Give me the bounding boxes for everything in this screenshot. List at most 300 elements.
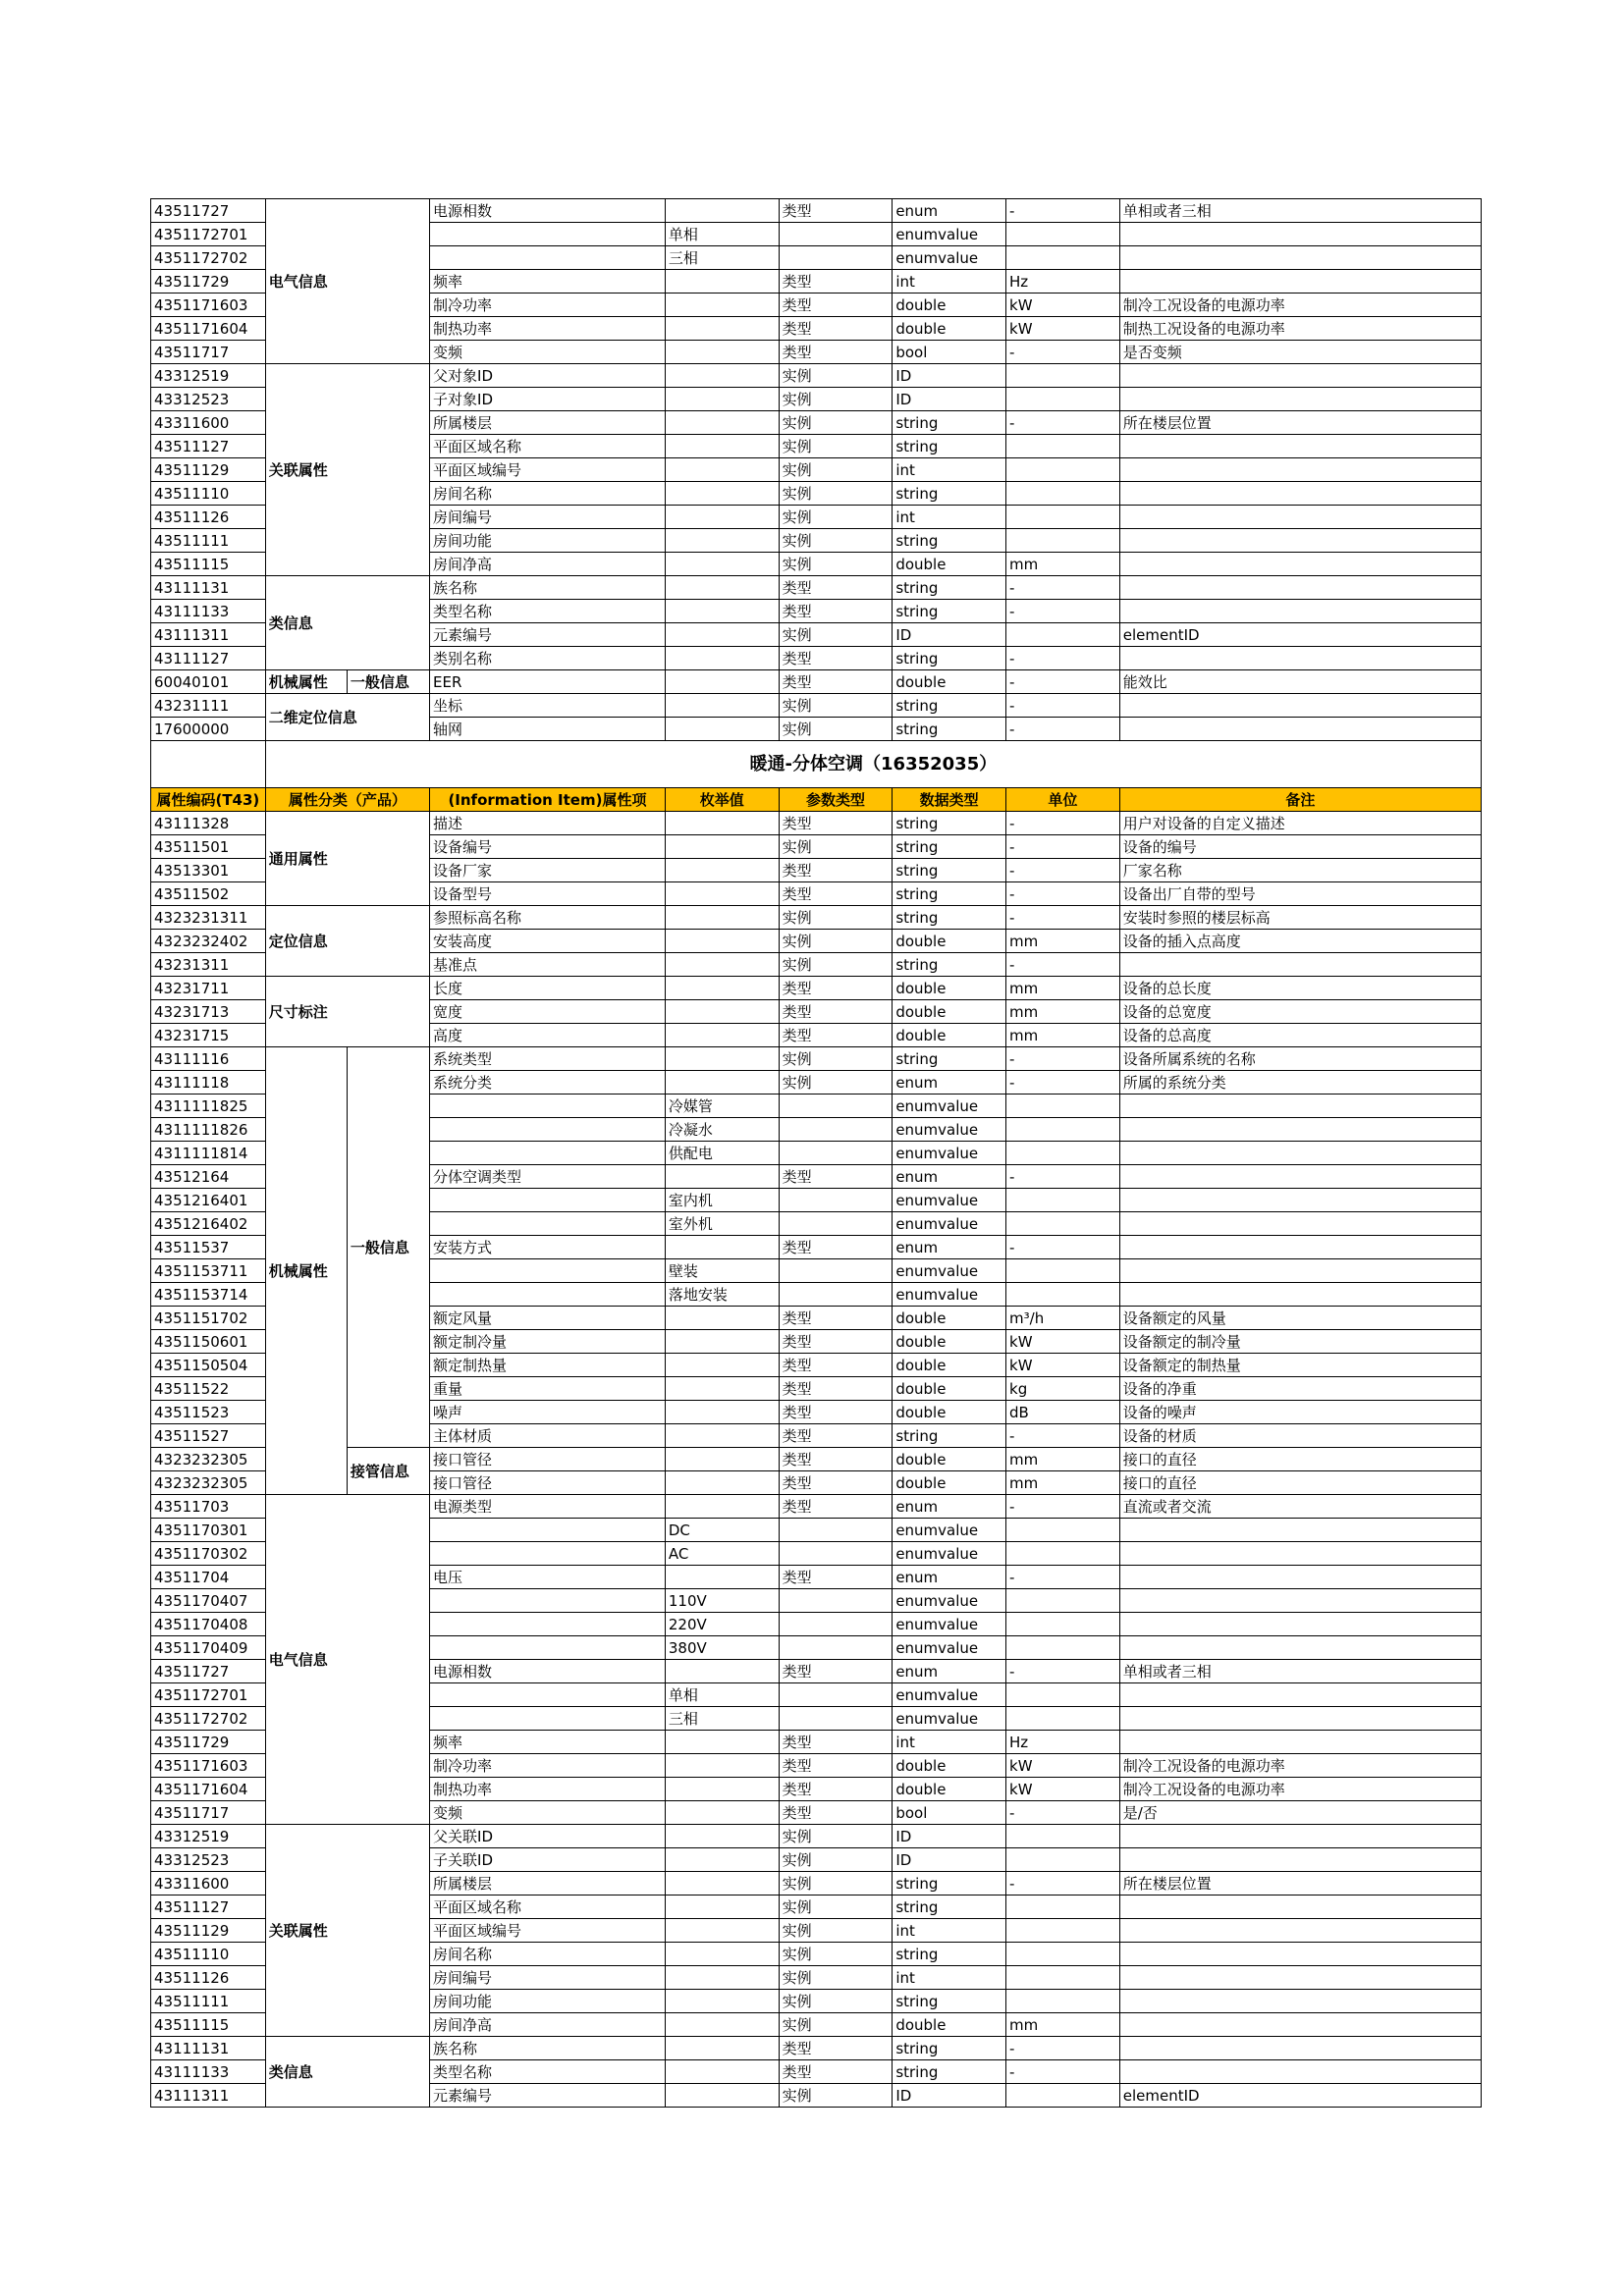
remark-cell: elementID bbox=[1119, 623, 1481, 647]
attr-code-cell: 60040101 bbox=[151, 670, 266, 694]
data-type-cell: string bbox=[893, 2037, 1006, 2060]
enum-value-cell bbox=[665, 576, 779, 600]
param-type-cell: 类型 bbox=[779, 1330, 893, 1354]
data-type-cell: double bbox=[893, 1401, 1006, 1424]
remark-cell bbox=[1119, 953, 1481, 977]
attr-code-cell: 43231111 bbox=[151, 694, 266, 718]
table-row bbox=[151, 1825, 1482, 1848]
remark-cell bbox=[1119, 482, 1481, 506]
unit-cell: mm bbox=[1006, 930, 1120, 953]
param-type-cell: 实例 bbox=[779, 835, 893, 859]
header-cell: 备注 bbox=[1119, 788, 1481, 812]
data-type-cell: ID bbox=[893, 2084, 1006, 2108]
enum-value-cell bbox=[665, 482, 779, 506]
attr-item-cell: 房间功能 bbox=[430, 529, 666, 553]
param-type-cell: 实例 bbox=[779, 1047, 893, 1071]
unit-cell bbox=[1006, 506, 1120, 529]
attr-item-cell bbox=[430, 1259, 666, 1283]
data-type-cell: string bbox=[893, 812, 1006, 835]
attr-code-cell: 43511527 bbox=[151, 1424, 266, 1448]
param-type-cell: 实例 bbox=[779, 2013, 893, 2037]
data-type-cell: string bbox=[893, 1047, 1006, 1071]
unit-cell: - bbox=[1006, 953, 1120, 977]
attr-item-cell: 电源相数 bbox=[430, 199, 666, 223]
attr-item-cell: 分体空调类型 bbox=[430, 1165, 666, 1189]
attr-code-cell: 4351153714 bbox=[151, 1283, 266, 1307]
remark-cell: 制冷工况设备的电源功率 bbox=[1119, 1778, 1481, 1801]
param-type-cell: 类型 bbox=[779, 977, 893, 1000]
unit-cell: mm bbox=[1006, 1000, 1120, 1024]
attr-code-cell: 4311111825 bbox=[151, 1095, 266, 1118]
unit-cell bbox=[1006, 1848, 1120, 1872]
attr-item-cell: 参照标高名称 bbox=[430, 906, 666, 930]
section-title-row bbox=[151, 741, 1482, 788]
param-type-cell: 类型 bbox=[779, 1165, 893, 1189]
unit-cell: - bbox=[1006, 1236, 1120, 1259]
unit-cell: - bbox=[1006, 718, 1120, 741]
table-row bbox=[151, 977, 1482, 1000]
attr-code-cell: 43111133 bbox=[151, 2060, 266, 2084]
remark-cell bbox=[1119, 553, 1481, 576]
attr-code-cell: 4351170409 bbox=[151, 1636, 266, 1660]
data-type-cell: string bbox=[893, 600, 1006, 623]
attr-code-cell: 43511127 bbox=[151, 1896, 266, 1919]
enum-value-cell bbox=[665, 882, 779, 906]
remark-cell: 直流或者交流 bbox=[1119, 1495, 1481, 1519]
attr-item-cell: 电源类型 bbox=[430, 1495, 666, 1519]
param-type-cell: 类型 bbox=[779, 670, 893, 694]
unit-cell: - bbox=[1006, 1165, 1120, 1189]
param-type-cell: 类型 bbox=[779, 1471, 893, 1495]
data-type-cell: bool bbox=[893, 1801, 1006, 1825]
unit-cell: kW bbox=[1006, 1354, 1120, 1377]
enum-value-cell bbox=[665, 364, 779, 388]
unit-cell bbox=[1006, 1589, 1120, 1613]
unit-cell: kg bbox=[1006, 1377, 1120, 1401]
enum-value-cell: 冷凝水 bbox=[665, 1118, 779, 1142]
enum-value-cell: 110V bbox=[665, 1589, 779, 1613]
data-type-cell: int bbox=[893, 1966, 1006, 1990]
param-type-cell: 实例 bbox=[779, 953, 893, 977]
data-type-cell: string bbox=[893, 1872, 1006, 1896]
attr-code-cell: 43312523 bbox=[151, 388, 266, 411]
attr-code-cell: 4323232305 bbox=[151, 1448, 266, 1471]
subgroup-label: 一般信息 bbox=[347, 670, 429, 694]
param-type-cell: 类型 bbox=[779, 647, 893, 670]
attr-item-cell: 制热功率 bbox=[430, 1778, 666, 1801]
remark-cell: 单相或者三相 bbox=[1119, 1660, 1481, 1683]
enum-value-cell bbox=[665, 2084, 779, 2108]
attr-item-cell: 额定制冷量 bbox=[430, 1330, 666, 1354]
attr-item-cell: 设备厂家 bbox=[430, 859, 666, 882]
data-type-cell: bool bbox=[893, 341, 1006, 364]
attr-code-cell: 43312523 bbox=[151, 1848, 266, 1872]
param-type-cell: 实例 bbox=[779, 506, 893, 529]
param-type-cell: 类型 bbox=[779, 1448, 893, 1471]
data-type-cell: enum bbox=[893, 1071, 1006, 1095]
param-type-cell bbox=[779, 1613, 893, 1636]
unit-cell bbox=[1006, 529, 1120, 553]
enum-value-cell bbox=[665, 1401, 779, 1424]
data-type-cell: int bbox=[893, 506, 1006, 529]
data-type-cell: enumvalue bbox=[893, 1212, 1006, 1236]
data-type-cell: enumvalue bbox=[893, 1519, 1006, 1542]
enum-value-cell bbox=[665, 1778, 779, 1801]
enum-value-cell bbox=[665, 953, 779, 977]
attr-code-cell: 4351216402 bbox=[151, 1212, 266, 1236]
unit-cell bbox=[1006, 388, 1120, 411]
unit-cell: Hz bbox=[1006, 270, 1120, 294]
attr-code-cell: 43511501 bbox=[151, 835, 266, 859]
table-row bbox=[151, 694, 1482, 718]
attr-item-cell: 制热功率 bbox=[430, 317, 666, 341]
unit-cell bbox=[1006, 1542, 1120, 1566]
data-type-cell: enum bbox=[893, 1236, 1006, 1259]
enum-value-cell bbox=[665, 930, 779, 953]
unit-cell bbox=[1006, 1519, 1120, 1542]
attr-item-cell: 制冷功率 bbox=[430, 294, 666, 317]
data-type-cell: string bbox=[893, 1943, 1006, 1966]
data-type-cell: double bbox=[893, 1000, 1006, 1024]
enum-value-cell bbox=[665, 647, 779, 670]
data-type-cell: enumvalue bbox=[893, 223, 1006, 246]
param-type-cell: 实例 bbox=[779, 1848, 893, 1872]
param-type-cell: 实例 bbox=[779, 1896, 893, 1919]
enum-value-cell bbox=[665, 1919, 779, 1943]
remark-cell bbox=[1119, 1118, 1481, 1142]
remark-cell: 接口的直径 bbox=[1119, 1448, 1481, 1471]
data-type-cell: enumvalue bbox=[893, 1589, 1006, 1613]
attr-item-cell: EER bbox=[430, 670, 666, 694]
attr-item-cell: 元素编号 bbox=[430, 2084, 666, 2108]
param-type-cell: 实例 bbox=[779, 2084, 893, 2108]
attr-item-cell: 长度 bbox=[430, 977, 666, 1000]
attr-item-cell: 制冷功率 bbox=[430, 1754, 666, 1778]
param-type-cell: 实例 bbox=[779, 694, 893, 718]
unit-cell: kW bbox=[1006, 1754, 1120, 1778]
param-type-cell: 实例 bbox=[779, 364, 893, 388]
data-type-cell: int bbox=[893, 1731, 1006, 1754]
group-label: 电气信息 bbox=[265, 1495, 429, 1825]
attr-item-cell: 房间编号 bbox=[430, 506, 666, 529]
remark-cell bbox=[1119, 1542, 1481, 1566]
enum-value-cell bbox=[665, 1966, 779, 1990]
attr-code-cell: 4351150601 bbox=[151, 1330, 266, 1354]
remark-cell bbox=[1119, 1683, 1481, 1707]
param-type-cell bbox=[779, 223, 893, 246]
remark-cell bbox=[1119, 1283, 1481, 1307]
unit-cell bbox=[1006, 482, 1120, 506]
unit-cell: - bbox=[1006, 1660, 1120, 1683]
attr-code-cell: 43511126 bbox=[151, 1966, 266, 1990]
enum-value-cell: 三相 bbox=[665, 1707, 779, 1731]
data-type-cell: ID bbox=[893, 1825, 1006, 1848]
attr-code-cell: 43111311 bbox=[151, 2084, 266, 2108]
data-type-cell: enumvalue bbox=[893, 1142, 1006, 1165]
enum-value-cell bbox=[665, 1330, 779, 1354]
remark-cell bbox=[1119, 576, 1481, 600]
attr-code-cell: 4351216401 bbox=[151, 1189, 266, 1212]
enum-value-cell bbox=[665, 199, 779, 223]
enum-value-cell bbox=[665, 458, 779, 482]
param-type-cell bbox=[779, 1589, 893, 1613]
enum-value-cell bbox=[665, 1731, 779, 1754]
attr-item-cell: 基准点 bbox=[430, 953, 666, 977]
remark-cell bbox=[1119, 1259, 1481, 1283]
enum-value-cell bbox=[665, 1354, 779, 1377]
remark-cell bbox=[1119, 1848, 1481, 1872]
attr-item-cell: 额定制热量 bbox=[430, 1354, 666, 1377]
attr-code-cell: 43111131 bbox=[151, 576, 266, 600]
param-type-cell: 实例 bbox=[779, 930, 893, 953]
remark-cell: 是/否 bbox=[1119, 1801, 1481, 1825]
param-type-cell: 类型 bbox=[779, 199, 893, 223]
enum-value-cell bbox=[665, 1000, 779, 1024]
attr-code-cell: 43511703 bbox=[151, 1495, 266, 1519]
enum-value-cell bbox=[665, 694, 779, 718]
enum-value-cell bbox=[665, 388, 779, 411]
data-type-cell: string bbox=[893, 694, 1006, 718]
attr-code-cell: 4323231311 bbox=[151, 906, 266, 930]
remark-cell: 设备所属系统的名称 bbox=[1119, 1047, 1481, 1071]
attr-item-cell: 类别名称 bbox=[430, 647, 666, 670]
param-type-cell: 类型 bbox=[779, 1660, 893, 1683]
unit-cell: mm bbox=[1006, 1448, 1120, 1471]
table-row bbox=[151, 1448, 1482, 1471]
attr-code-cell: 43511111 bbox=[151, 1990, 266, 2013]
enum-value-cell bbox=[665, 1471, 779, 1495]
attr-code-cell: 43511502 bbox=[151, 882, 266, 906]
enum-value-cell: 室内机 bbox=[665, 1189, 779, 1212]
attr-code-cell: 43511115 bbox=[151, 553, 266, 576]
data-type-cell: string bbox=[893, 835, 1006, 859]
unit-cell: - bbox=[1006, 882, 1120, 906]
unit-cell: - bbox=[1006, 1872, 1120, 1896]
enum-value-cell: DC bbox=[665, 1519, 779, 1542]
attr-code-cell: 43312519 bbox=[151, 1825, 266, 1848]
attr-code-cell: 43311600 bbox=[151, 1872, 266, 1896]
attr-code-cell: 43511717 bbox=[151, 1801, 266, 1825]
data-type-cell: enum bbox=[893, 1660, 1006, 1683]
remark-cell bbox=[1119, 1236, 1481, 1259]
remark-cell bbox=[1119, 1731, 1481, 1754]
data-type-cell: enumvalue bbox=[893, 1189, 1006, 1212]
data-type-cell: double bbox=[893, 670, 1006, 694]
attr-code-cell: 43511704 bbox=[151, 1566, 266, 1589]
remark-cell: 安装时参照的楼层标高 bbox=[1119, 906, 1481, 930]
remark-cell bbox=[1119, 270, 1481, 294]
enum-value-cell bbox=[665, 341, 779, 364]
group-label: 尺寸标注 bbox=[265, 977, 429, 1047]
attr-code-cell: 4351170408 bbox=[151, 1613, 266, 1636]
table-row bbox=[151, 670, 1482, 694]
attr-code-cell: 4351172701 bbox=[151, 223, 266, 246]
remark-cell bbox=[1119, 1165, 1481, 1189]
attr-code-cell: 43231311 bbox=[151, 953, 266, 977]
enum-value-cell: 落地安装 bbox=[665, 1283, 779, 1307]
enum-value-cell bbox=[665, 1495, 779, 1519]
attr-item-cell: 接口管径 bbox=[430, 1448, 666, 1471]
attribute-table bbox=[150, 198, 1482, 2108]
enum-value-cell bbox=[665, 812, 779, 835]
param-type-cell: 类型 bbox=[779, 1401, 893, 1424]
data-type-cell: enumvalue bbox=[893, 1707, 1006, 1731]
param-type-cell: 类型 bbox=[779, 294, 893, 317]
header-cell: 数据类型 bbox=[893, 788, 1006, 812]
param-type-cell: 类型 bbox=[779, 270, 893, 294]
data-type-cell: double bbox=[893, 1754, 1006, 1778]
attr-code-cell: 43511129 bbox=[151, 1919, 266, 1943]
data-type-cell: double bbox=[893, 977, 1006, 1000]
enum-value-cell bbox=[665, 1872, 779, 1896]
enum-value-cell bbox=[665, 859, 779, 882]
attr-item-cell: 房间净高 bbox=[430, 553, 666, 576]
attr-code-cell: 43312519 bbox=[151, 364, 266, 388]
data-type-cell: enumvalue bbox=[893, 1095, 1006, 1118]
data-type-cell: double bbox=[893, 2013, 1006, 2037]
param-type-cell bbox=[779, 1542, 893, 1566]
group-label: 类信息 bbox=[265, 576, 429, 670]
enum-value-cell: AC bbox=[665, 1542, 779, 1566]
unit-cell: Hz bbox=[1006, 1731, 1120, 1754]
param-type-cell bbox=[779, 1283, 893, 1307]
attr-code-cell: 43111127 bbox=[151, 647, 266, 670]
unit-cell bbox=[1006, 1966, 1120, 1990]
unit-cell: - bbox=[1006, 670, 1120, 694]
attr-item-cell bbox=[430, 1283, 666, 1307]
attr-item-cell: 噪声 bbox=[430, 1401, 666, 1424]
unit-cell: - bbox=[1006, 341, 1120, 364]
attr-code-cell: 4351150504 bbox=[151, 1354, 266, 1377]
data-type-cell: enum bbox=[893, 1566, 1006, 1589]
remark-cell bbox=[1119, 1943, 1481, 1966]
param-type-cell: 类型 bbox=[779, 2060, 893, 2084]
attr-code-cell: 43231715 bbox=[151, 1024, 266, 1047]
enum-value-cell bbox=[665, 529, 779, 553]
data-type-cell: double bbox=[893, 1330, 1006, 1354]
attr-item-cell: 类型名称 bbox=[430, 2060, 666, 2084]
header-cell: 枚举值 bbox=[665, 788, 779, 812]
remark-cell bbox=[1119, 600, 1481, 623]
data-type-cell: enum bbox=[893, 1165, 1006, 1189]
attr-code-cell: 17600000 bbox=[151, 718, 266, 741]
param-type-cell: 实例 bbox=[779, 553, 893, 576]
unit-cell bbox=[1006, 1707, 1120, 1731]
param-type-cell: 类型 bbox=[779, 1424, 893, 1448]
param-type-cell bbox=[779, 1142, 893, 1165]
group-label: 机械属性 bbox=[265, 670, 347, 694]
attr-item-cell bbox=[430, 246, 666, 270]
param-type-cell: 类型 bbox=[779, 317, 893, 341]
attr-code-cell: 43511537 bbox=[151, 1236, 266, 1259]
data-type-cell: ID bbox=[893, 623, 1006, 647]
remark-cell bbox=[1119, 1636, 1481, 1660]
attr-item-cell bbox=[430, 223, 666, 246]
remark-cell bbox=[1119, 506, 1481, 529]
unit-cell: mm bbox=[1006, 553, 1120, 576]
enum-value-cell bbox=[665, 1825, 779, 1848]
param-type-cell: 类型 bbox=[779, 341, 893, 364]
attr-code-cell: 4351170302 bbox=[151, 1542, 266, 1566]
attr-item-cell: 房间净高 bbox=[430, 2013, 666, 2037]
unit-cell: mm bbox=[1006, 1024, 1120, 1047]
param-type-cell: 实例 bbox=[779, 906, 893, 930]
param-type-cell: 实例 bbox=[779, 458, 893, 482]
remark-cell bbox=[1119, 694, 1481, 718]
unit-cell bbox=[1006, 223, 1120, 246]
enum-value-cell bbox=[665, 1754, 779, 1778]
attr-code-cell: 43512164 bbox=[151, 1165, 266, 1189]
enum-value-cell bbox=[665, 1424, 779, 1448]
enum-value-cell: 冷媒管 bbox=[665, 1095, 779, 1118]
unit-cell bbox=[1006, 1259, 1120, 1283]
remark-cell: 所在楼层位置 bbox=[1119, 411, 1481, 435]
param-type-cell: 类型 bbox=[779, 1495, 893, 1519]
enum-value-cell bbox=[665, 1848, 779, 1872]
data-type-cell: enumvalue bbox=[893, 1283, 1006, 1307]
remark-cell: 设备的总宽度 bbox=[1119, 1000, 1481, 1024]
enum-value-cell bbox=[665, 411, 779, 435]
param-type-cell bbox=[779, 1189, 893, 1212]
enum-value-cell: 380V bbox=[665, 1636, 779, 1660]
param-type-cell bbox=[779, 1095, 893, 1118]
param-type-cell: 实例 bbox=[779, 388, 893, 411]
remark-cell: 设备的总长度 bbox=[1119, 977, 1481, 1000]
remark-cell: 厂家名称 bbox=[1119, 859, 1481, 882]
attr-item-cell: 重量 bbox=[430, 1377, 666, 1401]
data-type-cell: double bbox=[893, 317, 1006, 341]
param-type-cell bbox=[779, 1259, 893, 1283]
enum-value-cell bbox=[665, 1024, 779, 1047]
unit-cell bbox=[1006, 435, 1120, 458]
unit-cell: mm bbox=[1006, 977, 1120, 1000]
attr-code-cell: 4351171604 bbox=[151, 1778, 266, 1801]
data-type-cell: double bbox=[893, 294, 1006, 317]
unit-cell: - bbox=[1006, 1495, 1120, 1519]
enum-value-cell: 220V bbox=[665, 1613, 779, 1636]
remark-cell bbox=[1119, 223, 1481, 246]
table-row bbox=[151, 906, 1482, 930]
data-type-cell: double bbox=[893, 1377, 1006, 1401]
unit-cell: - bbox=[1006, 812, 1120, 835]
data-type-cell: ID bbox=[893, 388, 1006, 411]
data-type-cell: string bbox=[893, 411, 1006, 435]
param-type-cell: 实例 bbox=[779, 482, 893, 506]
enum-value-cell bbox=[665, 1071, 779, 1095]
data-type-cell: ID bbox=[893, 364, 1006, 388]
enum-value-cell bbox=[665, 1943, 779, 1966]
attr-code-cell: 4351151702 bbox=[151, 1307, 266, 1330]
param-type-cell: 实例 bbox=[779, 435, 893, 458]
param-type-cell: 类型 bbox=[779, 1778, 893, 1801]
enum-value-cell: 三相 bbox=[665, 246, 779, 270]
enum-value-cell: 单相 bbox=[665, 1683, 779, 1707]
attr-item-cell: 房间编号 bbox=[430, 1966, 666, 1990]
enum-value-cell bbox=[665, 1377, 779, 1401]
remark-cell bbox=[1119, 1095, 1481, 1118]
remark-cell: 接口的直径 bbox=[1119, 1471, 1481, 1495]
enum-value-cell bbox=[665, 553, 779, 576]
unit-cell: - bbox=[1006, 1047, 1120, 1071]
param-type-cell: 实例 bbox=[779, 1990, 893, 2013]
attr-code-cell: 4311111814 bbox=[151, 1142, 266, 1165]
unit-cell bbox=[1006, 1896, 1120, 1919]
unit-cell: - bbox=[1006, 1424, 1120, 1448]
attr-item-cell bbox=[430, 1118, 666, 1142]
attr-code-cell: 4351171603 bbox=[151, 294, 266, 317]
data-type-cell: enumvalue bbox=[893, 246, 1006, 270]
unit-cell: - bbox=[1006, 835, 1120, 859]
